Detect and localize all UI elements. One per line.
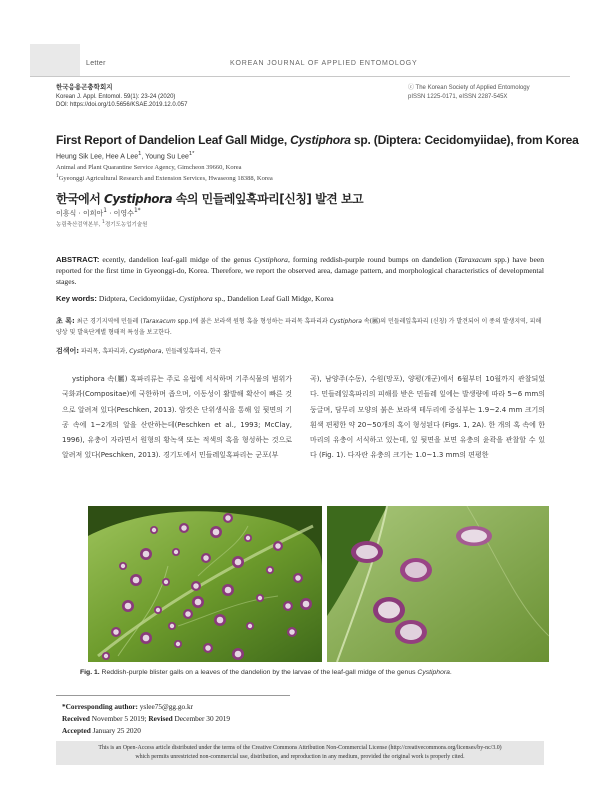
abstract-ko-label: 초 록: — [56, 317, 75, 325]
doi-link[interactable]: DOI: https://doi.org/10.5656/KSAE.2019.12.0.057 — [56, 102, 188, 108]
authors-korean — [56, 208, 141, 218]
author-ko-sup-star: * — [137, 208, 141, 214]
keywords-english — [56, 294, 544, 303]
gall-spot-center — [268, 568, 272, 572]
corresponding-author — [62, 702, 193, 711]
author-sup — [189, 151, 195, 157]
gall-spot-center — [133, 577, 140, 584]
title-en-suffix: sp. (Diptera: Cecidomyiidae), from Korea — [350, 133, 579, 147]
gall-spot-center — [170, 624, 174, 628]
gall-spot-center — [217, 617, 224, 624]
author-sup: 1 — [138, 151, 142, 157]
citation-block — [56, 84, 187, 110]
leaf-overview-illustration — [88, 506, 322, 662]
journal-running-head: KOREAN JOURNAL OF APPLIED ENTOMOLOGY — [230, 60, 418, 67]
gall-spot-center — [275, 543, 281, 549]
keywords-ko-text: 파리목, 혹파리과, — [79, 348, 130, 355]
gall-closeup-5 — [395, 620, 427, 644]
author-ko-text: 이흥식 · 이희아 — [56, 209, 104, 218]
title-ko-suffix: 속의 민들레잎혹파리[신칭] 발견 보고 — [172, 192, 364, 206]
keywords-korean — [56, 346, 544, 356]
body-column-left: ystiphora 속(屬) 혹파리류는 주로 유럽에 서식하며 기주식물의 범위가 국화과(Compositae)에 국한하며 좁으며, 이동성이 활발해 확산이 빠른 것으로 알려져 있다(Peschken, 2013). 암컷은 단위생식을 통해 잎 뒷면의 기공 속에 1~2개의 알을 산란하는데(Peschken et al., 1993; McClay, 1996), 유충이 자라면서 원형의 황녹색 또는 적색의 혹을 형성하는 것으로 알려져 있다(Peschken, 2013). 경기도에서 민들레잎혹파리는 군포(부 — [62, 375, 292, 460]
abstract-ko-genus: Cystiphora — [329, 318, 362, 325]
gall-spot-center — [164, 580, 168, 584]
keywords-ko-genus: Cystiphora — [129, 348, 162, 355]
gall-closeup-1 — [351, 541, 383, 563]
figure-label: Fig. 1. — [80, 669, 100, 676]
affiliation-2 — [56, 173, 273, 182]
title-en-prefix: First Report of Dandelion Leaf Gall Midge, — [56, 133, 291, 147]
gall-spot-center — [258, 596, 262, 600]
title-english — [56, 133, 579, 147]
copyright-block — [408, 84, 530, 101]
keywords-label: Key words: — [56, 294, 97, 303]
gall-spot-center — [295, 575, 301, 581]
gall-spot-center — [143, 635, 150, 642]
keywords-genus: Cystiphora — [178, 294, 213, 303]
gall-spot-center — [174, 550, 178, 554]
abstract-korean — [56, 316, 544, 338]
gall-spot-center — [193, 583, 199, 589]
gall-spot-center — [225, 515, 231, 521]
gall-spot-center — [235, 651, 242, 658]
gall-spot-center — [156, 608, 160, 612]
gall-spot-center — [185, 611, 191, 617]
affil-ko-text: 농림축산검역본부, — [56, 222, 103, 228]
gall-spot-center — [113, 629, 119, 635]
title-en-genus: Cystiphora — [290, 133, 351, 147]
figure-caption — [80, 669, 540, 676]
author-text: Heung Sik Lee, Hee A Lee — [56, 153, 139, 161]
author-ko-sup: 1 — [103, 208, 107, 214]
gall-spot-center — [289, 629, 295, 635]
affil-sup: 1 — [56, 173, 59, 179]
figure-photo-gall-closeup — [327, 506, 549, 662]
abstract-ko-taraxacum: Taraxacum — [142, 318, 176, 325]
citation-line: Korean J. Appl. Entomol. 59(1): 23-24 (2020) — [56, 93, 176, 100]
gall-spot-center — [152, 528, 156, 532]
author-ko-text: · 이영수 — [106, 209, 134, 218]
keywords-ko-label: 검색어: — [56, 347, 80, 355]
authors-english — [56, 151, 194, 160]
title-ko-prefix: 한국에서 — [56, 192, 105, 206]
abstract-text: , forming reddish-purple round bumps on dandelion ( — [287, 255, 458, 264]
keywords-ko-text: , 민들레잎혹파리, 한국 — [161, 348, 222, 355]
received-label: Received — [62, 714, 90, 723]
author-ko-sup — [134, 208, 141, 214]
affil-ko-text: 경기도농업기술원 — [104, 222, 148, 228]
gall-spot-center — [181, 525, 187, 531]
gall-spot-center — [205, 645, 211, 651]
abstract-genus: Cystiphora — [254, 255, 288, 264]
gall-spot-center — [176, 642, 180, 646]
figure-caption-genus: Cystiphora — [417, 669, 450, 676]
accepted-value: January 25 2020 — [90, 726, 141, 735]
journal-name-ko: 한국응용곤충학회지 — [56, 84, 113, 91]
received-date: November 5 2019; — [89, 714, 149, 723]
gall-spot-center — [225, 587, 232, 594]
gall-spot-center — [203, 555, 209, 561]
revised-label: Revised — [148, 714, 173, 723]
gall-closeup-illustration — [327, 506, 549, 662]
header-divider — [30, 76, 570, 77]
author-ko-sup-num: 1 — [133, 208, 138, 214]
abstract-english — [56, 254, 544, 287]
gall-closeup-4 — [373, 597, 405, 623]
title-ko-genus: Cystiphora — [104, 192, 173, 206]
body-column-right: 곡), 남양주(수동), 수원(망포), 양평(개군)에서 6월부터 10월까지 관찰되었다. 민들레잎혹파리의 피해를 받은 민들레 잎에는 발생량에 따라 5~6 mm의 둥글며, 담무리 모양의 붉은 보라색 테두리에 중심부는 1.9~2.4 mm 크기의 흰색 편평한 약 20~50개의 혹이 형성된다 (Figs. 1, 2A). 한 개의 혹 속에 한 마리의 유충이 서식하고 있는데, 잎 뒷면을 보면 유충의 윤곽을 관찰할 수 있다 (Fig. 1). 다자란 유충의 크기는 1.0~1.3 mm의 편평한 — [310, 375, 545, 460]
abstract-text: spp.) have been reported for the first time in Gyeonggi-do, Korea. Therefore, we report the observed area, damage pattern, and morphological characteristics of developmental stages. — [56, 255, 544, 286]
keywords-text: sp., Dandelion Leaf Gall Midge, Korea — [212, 294, 334, 303]
header-tab — [30, 44, 80, 77]
gall-spot-center — [104, 654, 108, 658]
affil-text: Gyeonggi Agricultural Research and Extension Services, Hwaseong 18388, Korea — [58, 175, 273, 183]
gall-spot-center — [303, 601, 310, 608]
abstract-ko-text: 속(屬)의 민들레잎혹파리 (신칭) 가 발견되어 이 종의 발생지역, 피해양상 및 발육단계별 형태적 특성을 보고한다. — [56, 318, 542, 336]
gall-spot-center — [121, 564, 125, 568]
abstract-ko-text: 최근 경기지역에 민들레 ( — [74, 318, 143, 325]
license-line-2: which permits unrestricted non-commercial use, distribution, and reproduction in any medium, provided the original work is properly cited. — [135, 754, 465, 760]
keywords-text: Didptera, Cecidomyiidae, — [96, 294, 179, 303]
license-notice — [56, 741, 544, 765]
abstract-text: ecently, dandelion leaf-gall midge of the genus — [99, 255, 255, 264]
issn-line: pISSN 1225-0171, eISSN 2287-545X — [408, 93, 508, 100]
gall-spot-center — [285, 603, 291, 609]
gall-spot-center — [246, 536, 250, 540]
gall-spot-center — [235, 559, 242, 566]
footnote-divider — [56, 695, 290, 696]
license-line-1: This is an Open-Access article distributed under the terms of the Creative Commons Attribution Non-Commercial License (http://creativecommons.org/licenses/by-nc/3.0) — [98, 745, 502, 751]
gall-closeup-2 — [456, 526, 492, 546]
gall-spot-center — [143, 551, 150, 558]
accepted-date — [62, 726, 141, 735]
figure-caption-end: . — [449, 669, 452, 676]
copyright-line: ⓒ The Korean Society of Applied Entomology — [408, 85, 530, 91]
affiliation-korean — [56, 220, 147, 228]
gall-spot-center — [125, 603, 132, 610]
gall-spot-center — [213, 529, 220, 536]
author-sup-num: 1 — [188, 151, 193, 157]
figure-caption-text: Reddish-purple blister galls on a leaves of the dandelion by the larvae of the leaf-gall midge of the genus — [99, 669, 418, 676]
article-type-label: Letter — [86, 60, 106, 67]
gall-closeup-3 — [400, 558, 432, 582]
affil-ko-sup: 1 — [102, 220, 105, 226]
accepted-label: Accepted — [62, 726, 91, 735]
author-text: , Young Su Lee — [141, 153, 189, 161]
gall-spot-center — [195, 599, 202, 606]
abstract-ko-text: spp.)에 붉은 보라색 원형 혹을 형성하는 파리목 혹파리과 — [175, 318, 330, 325]
received-dates — [62, 714, 230, 723]
affiliation-1: Animal and Plant Quarantine Service Agency, Gimcheon 39660, Korea — [56, 164, 242, 171]
abstract-taraxacum: Taraxacum — [457, 255, 492, 264]
author-sup-star: * — [192, 151, 195, 157]
figure-photo-leaf-overview — [88, 506, 322, 662]
corresponding-label: *Corresponding author: — [62, 702, 138, 711]
abstract-label: ABSTRACT: — [56, 255, 100, 264]
corresponding-email[interactable]: yslee75@gg.go.kr — [137, 702, 194, 711]
gall-spot-center — [248, 624, 252, 628]
title-korean — [56, 190, 363, 207]
revised-date: December 30 2019 — [172, 714, 231, 723]
